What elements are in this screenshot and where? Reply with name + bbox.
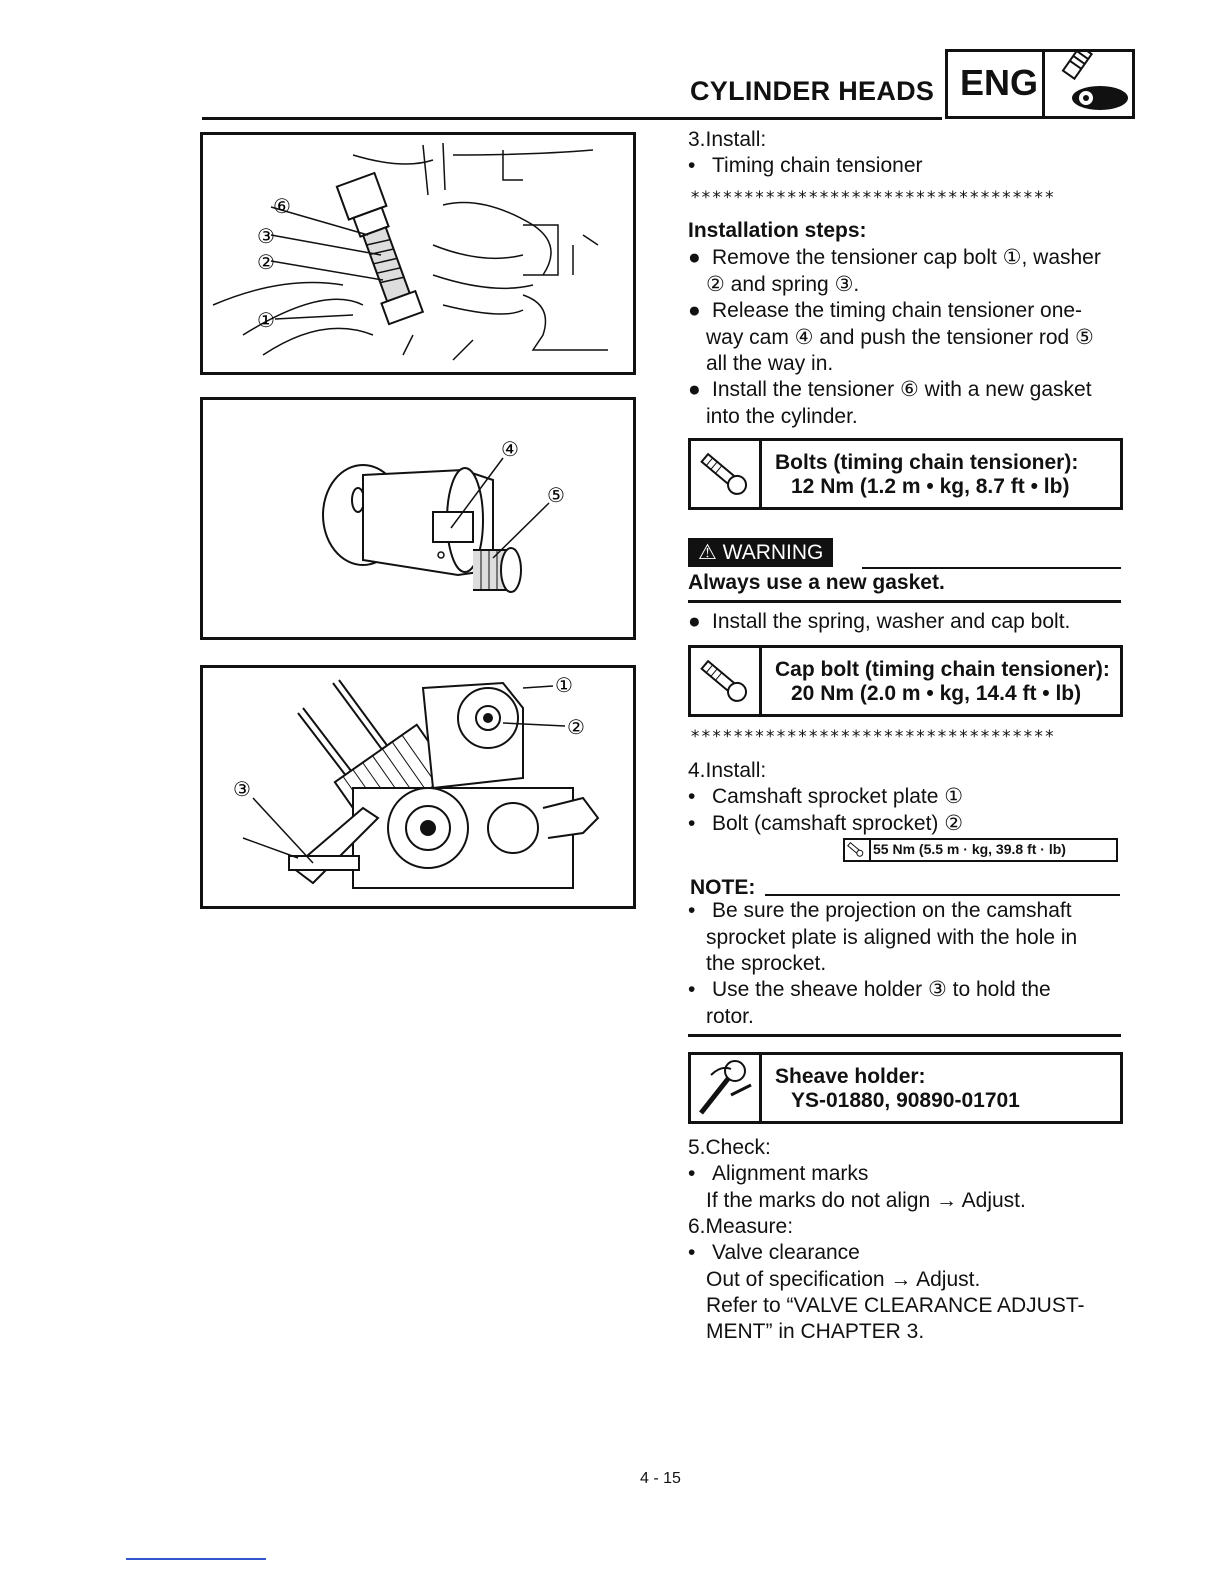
eng-badge-label: ENG bbox=[960, 62, 1039, 103]
step6-item-text: Valve clearance bbox=[712, 1241, 860, 1264]
step3-heading: 3.Install: bbox=[688, 128, 767, 151]
torque-spec-cap-bolt bbox=[688, 645, 1123, 717]
note-item-2: • Use the sheave holder ③ to hold the rotor. bbox=[688, 977, 1124, 1030]
torque-inline-spec bbox=[843, 838, 1118, 862]
torque-wrench-icon bbox=[691, 648, 762, 714]
install-step-4-text: Install the spring, washer and cap bolt. bbox=[712, 610, 1071, 633]
torque-spec-tensioner-bolts bbox=[688, 438, 1123, 510]
step6-heading: 6.Measure: bbox=[688, 1215, 794, 1238]
install-step-2-line2: way cam ④ and push the tensioner rod ⑤ bbox=[706, 325, 1094, 349]
step4-item-1-text: Camshaft sprocket plate ① bbox=[712, 785, 964, 808]
note-item-2-line2: rotor. bbox=[706, 1004, 754, 1028]
note-item-1: • Be sure the projection on the camshaft sprocket plate is aligned with the hole in the sprocket. bbox=[688, 898, 1124, 978]
tool-part-numbers: YS-01880, 90890-01701 bbox=[791, 1089, 1020, 1112]
spec1-value: 12 Nm (1.2 m • kg, 8.7 ft • lb) bbox=[791, 475, 1070, 498]
asterisk-divider-end: ********************************** bbox=[690, 727, 1055, 747]
note-rule-top bbox=[765, 894, 1120, 896]
header-rule bbox=[202, 117, 942, 120]
warning-label-text: WARNING bbox=[722, 541, 824, 564]
fig1-callout-2: ② bbox=[257, 250, 275, 274]
warning-rule-bottom bbox=[688, 600, 1121, 603]
step3-item: • Timing chain tensioner bbox=[688, 154, 923, 177]
install-step-1-line1: Remove the tensioner cap bolt ①, washer bbox=[712, 246, 1101, 269]
spec1-title: Bolts (timing chain tensioner): bbox=[775, 451, 1079, 474]
install-step-3: ● Install the tensioner ⑥ with a new gasket into the cylinder. bbox=[688, 377, 1124, 430]
install-step-3-line2: into the cylinder. bbox=[706, 404, 858, 428]
page-title: CYLINDER HEADS bbox=[690, 76, 935, 106]
fig2-callout-5: ⑤ bbox=[547, 483, 565, 507]
engine-sprocket-illustration bbox=[203, 668, 633, 906]
figure-engine-sheave-holder bbox=[200, 665, 636, 909]
step6-detail-2: Refer to “VALVE CLEARANCE ADJUST- bbox=[706, 1294, 1085, 1317]
install-step-4: ● Install the spring, washer and cap bolt. bbox=[688, 610, 1071, 633]
asterisk-divider: ********************************** bbox=[690, 188, 1055, 208]
figure-tensioner-in-hand bbox=[200, 132, 636, 375]
step4-item-2-text: Bolt (camshaft sprocket) ② bbox=[712, 812, 964, 835]
footer-link-rule bbox=[126, 1558, 266, 1560]
spec2-title: Cap bolt (timing chain tensioner): bbox=[775, 658, 1110, 681]
torque-wrench-icon bbox=[691, 441, 762, 507]
step4-item-2: • Bolt (camshaft sprocket) ② bbox=[688, 812, 964, 835]
spec2-value: 20 Nm (2.0 m • kg, 14.4 ft • lb) bbox=[791, 682, 1082, 705]
torque-inline-value: 55 Nm (5.5 m · kg, 39.8 ft · lb) bbox=[873, 841, 1066, 857]
step5-item-text: Alignment marks bbox=[712, 1162, 869, 1185]
fig3-callout-3: ③ bbox=[233, 777, 251, 801]
fig3-callout-1: ① bbox=[555, 673, 573, 697]
note-rule-bottom bbox=[688, 1034, 1121, 1037]
install-step-1: ● Remove the tensioner cap bolt ①, washer ② and spring ③. bbox=[688, 245, 1124, 298]
step5-item: • Alignment marks bbox=[688, 1162, 869, 1185]
note-item-2-line1: Use the sheave holder ③ to hold the bbox=[712, 978, 1051, 1001]
warning-label bbox=[688, 538, 833, 567]
installation-steps-title: Installation steps: bbox=[688, 219, 867, 242]
step6-detail-3: MENT” in CHAPTER 3. bbox=[706, 1320, 925, 1343]
step4-item-1: • Camshaft sprocket plate ① bbox=[688, 785, 964, 808]
tool-title: Sheave holder: bbox=[775, 1065, 926, 1088]
torque-inline-icon bbox=[845, 840, 871, 860]
install-step-1-line2: ② and spring ③. bbox=[706, 272, 860, 296]
wrench-tool-icon bbox=[691, 1055, 762, 1121]
note-item-1-line1: Be sure the projection on the camshaft bbox=[712, 899, 1072, 922]
install-step-2-line3: all the way in. bbox=[706, 352, 834, 375]
step3-item-text: Timing chain tensioner bbox=[712, 154, 923, 177]
engine-icon bbox=[1046, 52, 1132, 116]
step4-heading: 4.Install: bbox=[688, 759, 767, 782]
step5-heading: 5.Check: bbox=[688, 1136, 771, 1159]
eng-badge-divider bbox=[1042, 49, 1045, 119]
note-item-1-line2: sprocket plate is aligned with the hole in bbox=[706, 925, 1078, 949]
step5-detail: If the marks do not align → Adjust. bbox=[706, 1189, 1026, 1212]
tensioner-removal-illustration bbox=[203, 135, 633, 372]
fig3-callout-2: ② bbox=[567, 715, 585, 739]
note-item-1-line3: the sprocket. bbox=[706, 952, 827, 975]
fig1-callout-3: ③ bbox=[257, 224, 275, 248]
page-number: 4 - 15 bbox=[640, 1470, 681, 1487]
fig2-callout-4: ④ bbox=[501, 437, 519, 461]
note-label: NOTE: bbox=[690, 876, 756, 899]
warning-icon: ⚠ bbox=[698, 541, 717, 564]
step6-detail-1: Out of specification → Adjust. bbox=[706, 1268, 981, 1291]
warning-text: Always use a new gasket. bbox=[688, 571, 945, 594]
install-step-2-line1: Release the timing chain tensioner one- bbox=[712, 299, 1083, 322]
tensioner-body-illustration bbox=[203, 400, 633, 637]
special-tool-sheave-holder bbox=[688, 1052, 1123, 1124]
fig1-callout-1: ① bbox=[257, 308, 275, 332]
step6-item: • Valve clearance bbox=[688, 1241, 860, 1264]
figure-tensioner-body bbox=[200, 397, 636, 640]
install-step-2: ● Release the timing chain tensioner one- way cam ④ and push the tensioner rod ⑤ all the way in. bbox=[688, 298, 1124, 378]
fig1-callout-6: ⑥ bbox=[273, 194, 291, 218]
warning-rule-top bbox=[862, 567, 1121, 569]
install-step-3-line1: Install the tensioner ⑥ with a new gasket bbox=[712, 378, 1092, 401]
